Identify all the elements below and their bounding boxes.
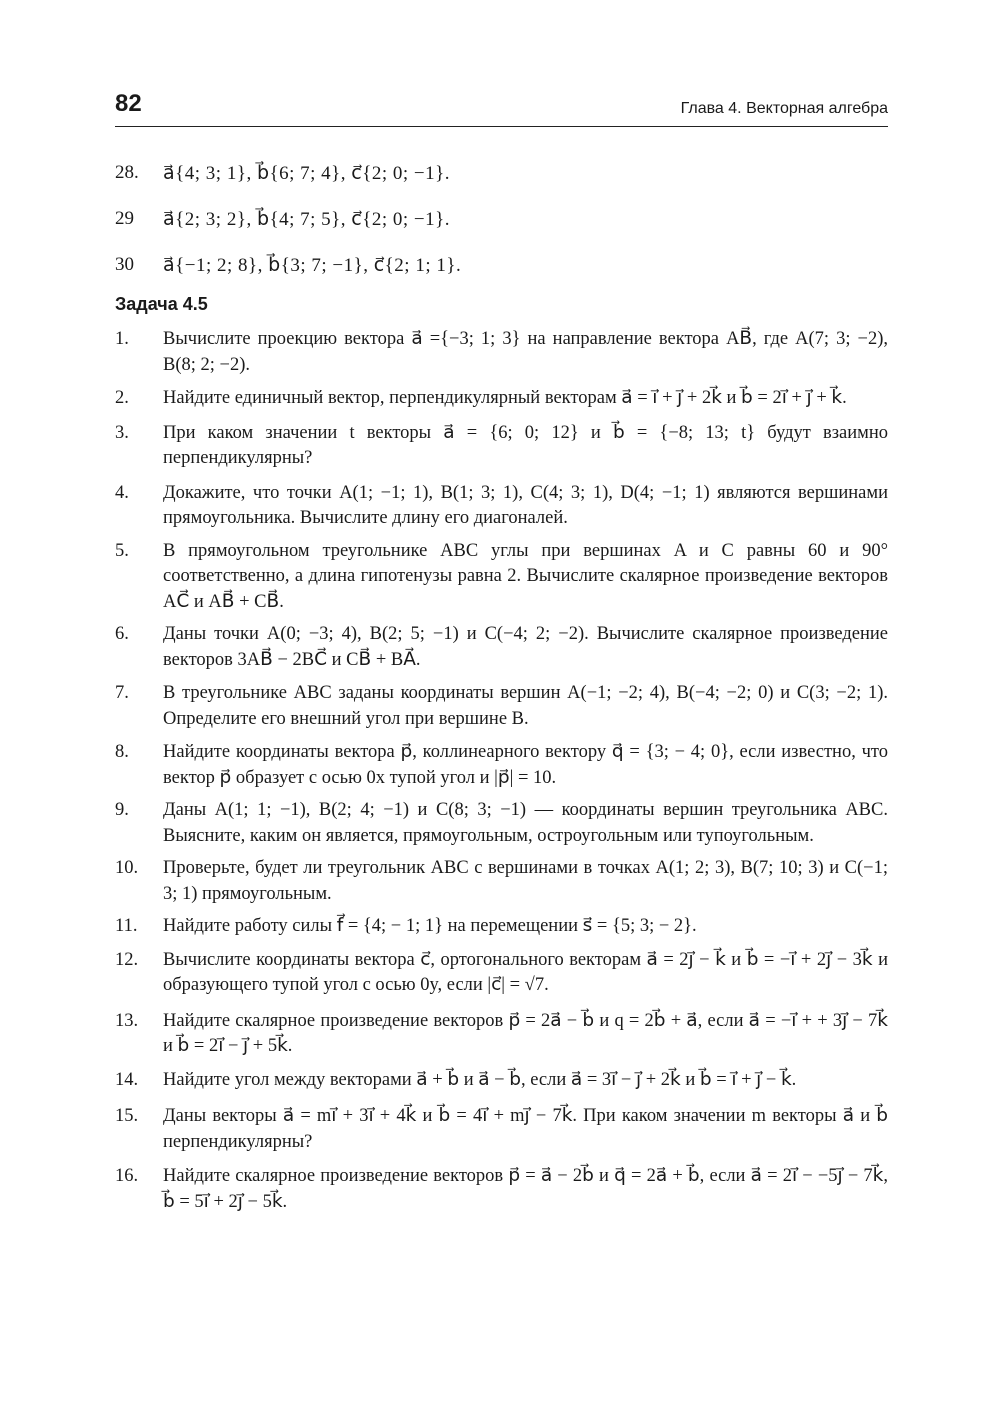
problem-number: 14. (115, 1069, 139, 1090)
vector-row-number: 29 (115, 208, 134, 229)
problem-text: Найдите скалярное произведение векторов p⃗ = 2a⃗ − b⃗ и q = 2b⃗ + a⃗, если a⃗ = −i⃗ + + 3j⃗ − 7k⃗ и b⃗ = 2i⃗ − j⃗ + 5k⃗. (163, 1010, 888, 1056)
vector-row (115, 254, 888, 294)
problem-number: 7. (115, 683, 129, 703)
problem-text: Найдите координаты вектора p⃗, коллинеарного вектору q⃗ = {3; − 4; 0}, если известно, что вектор p⃗ образует с осью 0x тупой угол и |p⃗| = 10. (163, 742, 888, 788)
problem-item (115, 481, 888, 532)
problem-item (115, 1164, 888, 1215)
problem-number: 15. (115, 1106, 139, 1126)
page-header (115, 92, 888, 127)
problem-number: 8. (115, 742, 129, 762)
vector-row (115, 162, 888, 208)
problem-text: Найдите работу силы f⃗ = {4; − 1; 1} на перемещении s⃗ = {5; 3; − 2}. (163, 916, 697, 936)
problem-number: 3. (115, 422, 129, 443)
problem-text: В прямоугольном треугольнике ABC углы при вершинах A и C равны 60 и 90° соответственно, а длина гипотенузы равна 2. Вычислите скалярное произведение векторов AC⃗ и AB⃗ + CB⃗. (163, 540, 888, 612)
chapter-title: Глава 4. Векторная алгебра (680, 100, 888, 117)
problem-item (115, 740, 888, 791)
problem-item (115, 856, 888, 907)
problem-text: Даны векторы a⃗ = mi⃗ + 3i⃗ + 4k⃗ и b⃗ = 4i⃗ + mj⃗ − 7k⃗. При каком значении m векторы a⃗ и b⃗ перпендикулярны? (163, 1106, 888, 1152)
problem-number: 2. (115, 388, 129, 408)
problem-item (115, 681, 888, 732)
problem-item (115, 914, 888, 940)
problem-text: Найдите угол между векторами a⃗ + b⃗ и a⃗ − b⃗, если a⃗ = 3i⃗ − j⃗ + 2k⃗ и b⃗ = i⃗ + j⃗ − k⃗. (163, 1069, 797, 1090)
problem-item (115, 421, 888, 472)
problem-number: 1. (115, 329, 129, 349)
problem-text: Проверьте, будет ли треугольник ABC с вершинами в точках A(1; 2; 3), B(7; 10; 3) и C(−1; 3; 1) прямоугольным. (163, 858, 888, 904)
problem-list (115, 327, 888, 1215)
problem-item (115, 327, 888, 378)
vector-row-text: a⃗{4; 3; 1}, b⃗{6; 7; 4}, c⃗{2; 0; −1}. (163, 163, 451, 184)
problem-item (115, 539, 888, 616)
page-number: 82 (115, 90, 142, 117)
problem-number: 6. (115, 624, 129, 644)
problem-text: Даны A(1; 1; −1), B(2; 4; −1) и C(8; 3; −1) — координаты вершин треугольника ABC. Выясните, каким он является, прямоугольным, остроугольным или тупоугольным. (163, 800, 888, 846)
problem-number: 10. (115, 858, 139, 878)
problem-number: 13. (115, 1010, 139, 1031)
problem-text: Вычислите проекцию вектора a⃗ ={−3; 1; 3} на направление вектора AB⃗, где A(7; 3; −2), B(8; 2; −2). (163, 329, 888, 375)
problem-number: 11. (115, 916, 138, 936)
vector-row-text: a⃗{−1; 2; 8}, b⃗{3; 7; −1}, c⃗{2; 1; 1}. (163, 255, 462, 276)
problem-text: В треугольнике ABC заданы координаты вершин A(−1; −2; 4), B(−4; −2; 0) и C(3; −2; 1). Определите его внешний угол при вершине B. (163, 683, 888, 729)
task-title: Задача 4.5 (115, 294, 208, 314)
problem-item (115, 1104, 888, 1155)
problem-number: 4. (115, 482, 129, 503)
problem-item (115, 798, 888, 849)
vector-row-text: a⃗{2; 3; 2}, b⃗{4; 7; 5}, c⃗{2; 0; −1}. (163, 209, 451, 230)
problem-number: 5. (115, 540, 129, 561)
problem-text: Найдите скалярное произведение векторов p⃗ = a⃗ − 2b⃗ и q⃗ = 2a⃗ + b⃗, если a⃗ = 2i⃗ − −5j⃗ − 7k⃗, b⃗ = 5i⃗ + 2j⃗ − 5k⃗. (163, 1166, 888, 1212)
page-content (115, 162, 888, 1215)
problem-item (115, 622, 888, 673)
problem-number: 16. (115, 1166, 139, 1186)
vector-row (115, 208, 888, 254)
problem-text: Найдите единичный вектор, перпендикулярный векторам a⃗ = i⃗ + j⃗ + 2k⃗ и b⃗ = 2i⃗ + j⃗ + k⃗. (163, 388, 847, 408)
problem-text: Вычислите координаты вектора c⃗, ортогонального векторам a⃗ = 2j⃗ − k⃗ и b⃗ = −i⃗ + 2j⃗ − 3k⃗ и образующего тупой угол с осью 0y, если |c⃗| = √7. (163, 949, 888, 995)
problem-item (115, 1009, 888, 1060)
vector-row-number: 28. (115, 162, 139, 183)
problem-item (115, 948, 888, 999)
problem-number: 12. (115, 949, 139, 970)
problem-text: При каком значении t векторы a⃗ = {6; 0; 12} и b⃗ = {−8; 13; t} будут взаимно перпендикулярны? (163, 422, 888, 468)
problem-number: 9. (115, 800, 129, 820)
problem-text: Докажите, что точки A(1; −1; 1), B(1; 3; 1), C(4; 3; 1), D(4; −1; 1) являются вершинами прямоугольника. Вычислите длину его диагоналей. (163, 482, 888, 528)
problem-text: Даны точки A(0; −3; 4), B(2; 5; −1) и C(−4; 2; −2). Вычислите скалярное произведение векторов 3AB⃗ − 2BC⃗ и CB⃗ + BA⃗. (163, 624, 888, 670)
problem-item (115, 1068, 888, 1094)
problem-item (115, 386, 888, 412)
vector-row-number: 30 (115, 254, 134, 275)
